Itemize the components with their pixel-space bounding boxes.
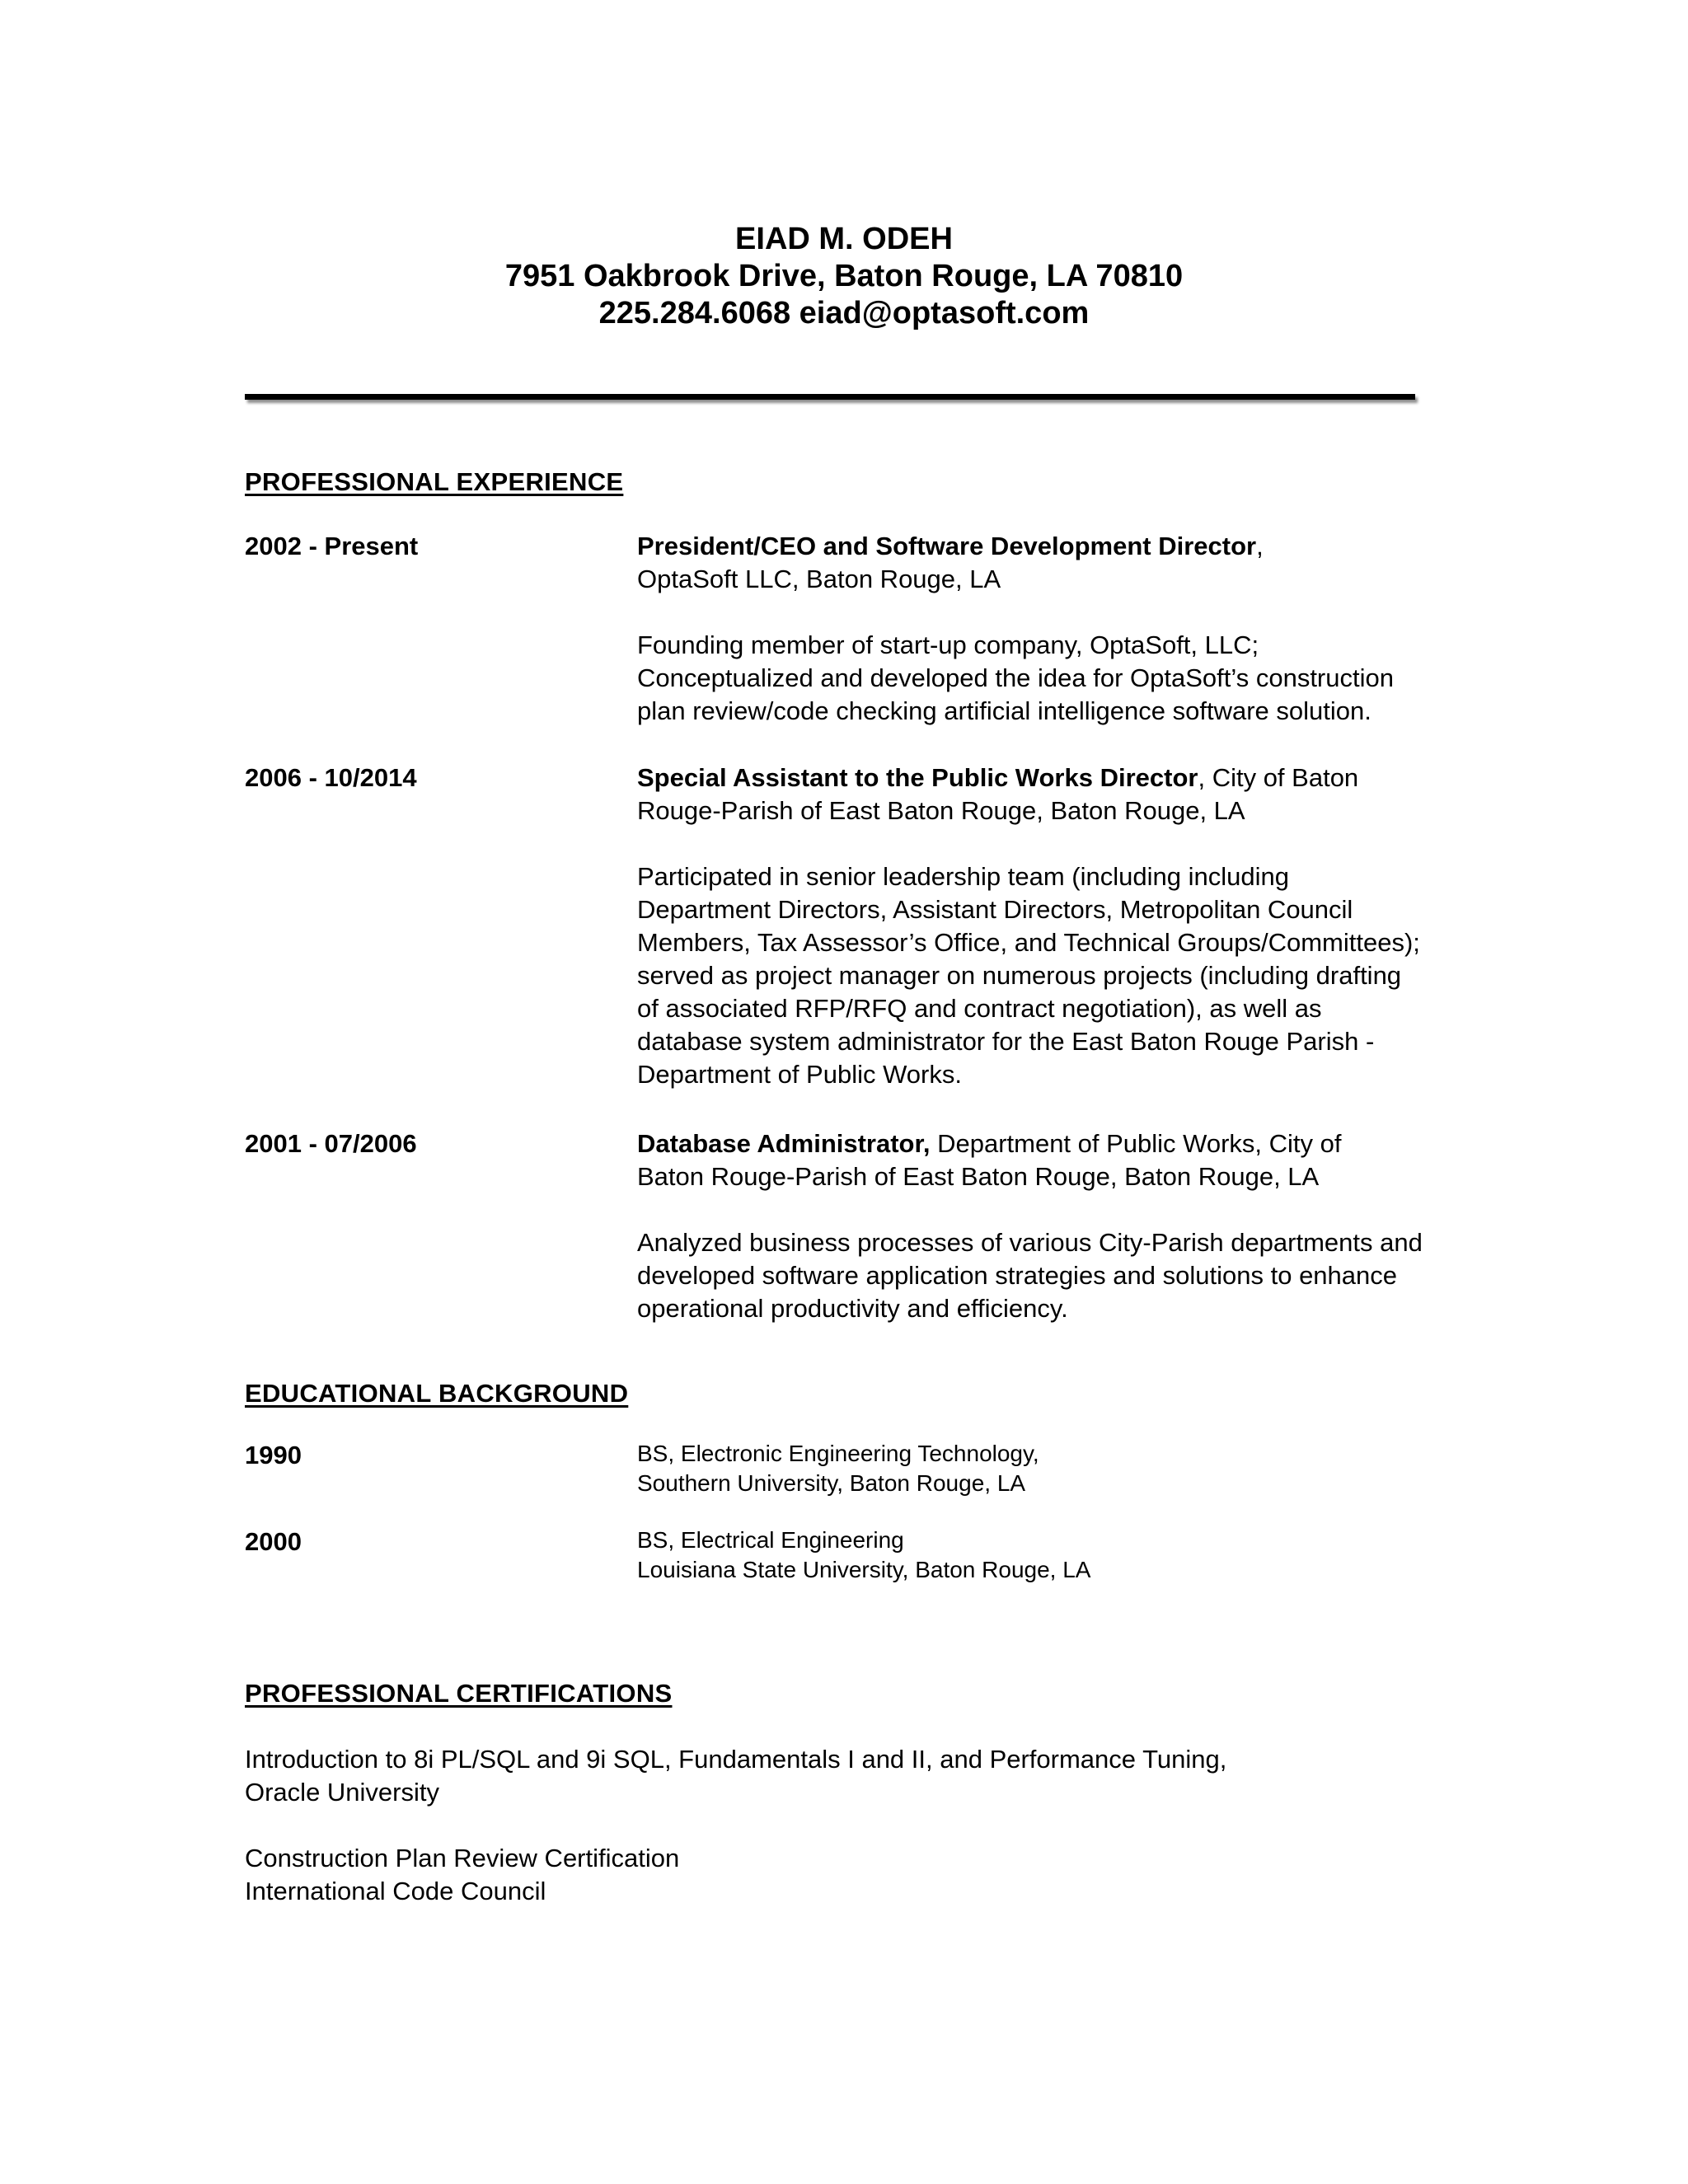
- job-description-line: Founding member of start-up company, OptaSoft, LLC;: [637, 630, 1259, 659]
- certifications-heading: PROFESSIONAL CERTIFICATIONS: [245, 1679, 673, 1708]
- job-description: [637, 1226, 1478, 1325]
- experience-title-line: [637, 762, 1478, 794]
- certification-entry: [245, 1842, 1481, 1908]
- job-description-line: of associated RFP/RFQ and contract negotiation), as well as: [637, 994, 1322, 1023]
- experience-entry: [637, 1127, 1478, 1325]
- experience-entry: [637, 762, 1478, 1091]
- certification-name: Construction Plan Review Certification: [245, 1844, 680, 1872]
- experience-title-line: [637, 1127, 1478, 1160]
- job-title: Special Assistant to the Public Works Director: [637, 763, 1198, 792]
- education-school: Southern University, Baton Rouge, LA: [637, 1470, 1026, 1496]
- job-description-line: Conceptualized and developed the idea for OptaSoft’s construction: [637, 663, 1394, 692]
- experience-entry: [637, 530, 1478, 728]
- job-description-line: Members, Tax Assessor’s Office, and Technical Groups/Committees);: [637, 928, 1420, 957]
- job-description-line: Department of Public Works.: [637, 1060, 962, 1089]
- experience-dates: 2002 - Present: [245, 532, 419, 560]
- job-title: President/CEO and Software Development Director: [637, 532, 1257, 560]
- job-description: [637, 629, 1478, 728]
- job-title: Database Administrator,: [637, 1129, 931, 1158]
- education-entry: [637, 1439, 1478, 1498]
- education-year: 1990: [245, 1441, 302, 1469]
- experience-dates: 2006 - 10/2014: [245, 763, 417, 792]
- job-description-line: plan review/code checking artificial intelligence software solution.: [637, 696, 1372, 725]
- experience-heading: PROFESSIONAL EXPERIENCE: [245, 467, 624, 496]
- candidate-name: EIAD M. ODEH: [735, 222, 953, 256]
- education-year: 2000: [245, 1527, 302, 1556]
- job-description-line: developed software application strategies and solutions to enhance: [637, 1261, 1398, 1290]
- job-title-suffix: Department of Public Works, City of: [930, 1129, 1342, 1158]
- job-organization: Rouge-Parish of East Baton Rouge, Baton Rouge, LA: [637, 796, 1245, 825]
- education-entry: [637, 1526, 1478, 1585]
- certification-issuer: Oracle University: [245, 1778, 439, 1807]
- job-description: [637, 860, 1478, 1091]
- header-divider: [245, 394, 1415, 400]
- education-school: Louisiana State University, Baton Rouge, LA: [637, 1557, 1091, 1582]
- experience-title-line: [637, 530, 1478, 563]
- job-description-line: database system administrator for the East Baton Rouge Parish -: [637, 1027, 1375, 1056]
- job-description-line: served as project manager on numerous projects (including drafting: [637, 961, 1402, 990]
- certification-issuer: International Code Council: [245, 1877, 546, 1905]
- job-description-line: Department Directors, Assistant Directors, Metropolitan Council: [637, 895, 1353, 924]
- job-description-line: operational productivity and efficiency.: [637, 1294, 1068, 1323]
- experience-dates: 2001 - 07/2006: [245, 1129, 417, 1158]
- job-organization: OptaSoft LLC, Baton Rouge, LA: [637, 565, 1001, 593]
- education-heading: EDUCATIONAL BACKGROUND: [245, 1379, 629, 1408]
- resume-header: [0, 221, 1688, 332]
- job-title-suffix: ,: [1256, 532, 1264, 560]
- candidate-contact: 225.284.6068 eiad@optasoft.com: [598, 296, 1090, 330]
- job-organization: Baton Rouge-Parish of East Baton Rouge, Baton Rouge, LA: [637, 1162, 1320, 1191]
- job-description-line: Analyzed business processes of various City-Parish departments and: [637, 1228, 1423, 1257]
- education-degree: BS, Electrical Engineering: [637, 1527, 904, 1553]
- certification-name: Introduction to 8i PL/SQL and 9i SQL, Fundamentals I and II, and Performance Tuning,: [245, 1745, 1227, 1774]
- education-degree: BS, Electronic Engineering Technology,: [637, 1441, 1039, 1466]
- job-title-suffix: , City of Baton: [1198, 763, 1359, 792]
- certification-entry: [245, 1743, 1481, 1809]
- candidate-address: 7951 Oakbrook Drive, Baton Rouge, LA 70810: [504, 259, 1184, 293]
- job-description-line: Participated in senior leadership team (including including: [637, 862, 1289, 891]
